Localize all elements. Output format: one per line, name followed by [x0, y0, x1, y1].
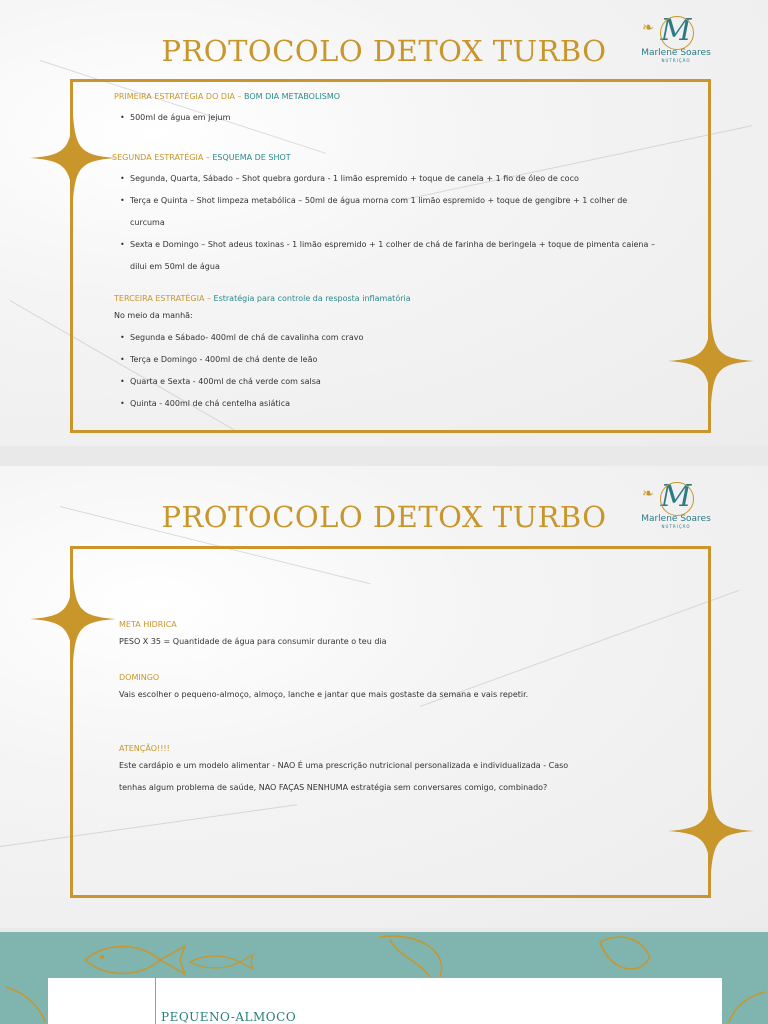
strategy-1-list — [114, 107, 659, 129]
list-item: • Segunda e Sábado- 400ml de chá de cavalinha com cravo — [114, 327, 659, 349]
sparkle-star-icon — [30, 115, 116, 201]
fish-doodle-icon — [80, 940, 190, 980]
card-divider — [155, 978, 156, 1024]
sparkle-star-icon — [668, 318, 754, 404]
slide-1-content — [114, 92, 659, 415]
slide-1 — [0, 0, 768, 446]
strategy-3-intro: No meio da manhã: — [114, 311, 193, 320]
sparkle-star-icon — [668, 788, 754, 874]
list-item: • Segunda, Quarta, Sábado – Shot quebra gordura - 1 limão espremido + toque de canela + 1 fio de óleo de coco — [114, 168, 659, 190]
strategy-3-list — [114, 327, 659, 415]
fish-small-doodle-icon — [185, 952, 255, 972]
list-item: • Sexta e Domingo – Shot adeus toxinas - 1 limão espremido + 1 colher de chá de farinha de beringela + toque de pimenta caiena – dilui em 50ml de água — [114, 234, 659, 278]
strategy-1-heading: PRIMEIRA ESTRATÉGIA DO DIA – BOM DIA METABOLISMO — [114, 92, 341, 101]
list-item: • Quinta - 400ml de chá centelha asiática — [114, 393, 659, 415]
domingo-heading: DOMINGO — [119, 673, 160, 682]
leaf-icon: ❧ — [642, 486, 654, 502]
strategy-2-heading: SEGUNDA ESTRATÉGIA – ESQUEMA DE SHOT — [112, 153, 291, 162]
shrimp-doodle-icon — [370, 932, 460, 982]
list-item: • 500ml de água em jejum — [114, 107, 659, 129]
meta-text: PESO X 35 = Quantidade de água para consumir durante o teu dia — [119, 637, 387, 646]
strategy-3-heading: TERCEIRA ESTRATÉGIA – Estratégia para controle da resposta inflamatória — [114, 294, 411, 303]
leaf-doodle-icon — [590, 932, 670, 982]
leaf-doodle-icon — [725, 987, 768, 1024]
page-title: PROTOCOLO DETOX TURBO — [161, 34, 607, 68]
meal-card — [48, 978, 722, 1024]
strategy-2-list — [114, 168, 659, 278]
slide-2 — [0, 466, 768, 928]
page-title: PROTOCOLO DETOX TURBO — [161, 500, 607, 534]
domingo-text: Vais escolher o pequeno-almoço, almoço, lanche e jantar que mais gostaste da semana e vais repetir. — [119, 690, 529, 699]
slide-2-content — [119, 620, 589, 799]
slide-3 — [0, 932, 768, 1024]
list-item: • Terça e Quinta – Shot limpeza metabólica – 50ml de água morna com 1 limão espremido + toque de gengibre + 1 colher de curcuma — [114, 190, 659, 234]
meta-heading: META HIDRICA — [119, 620, 177, 629]
atencao-heading: ATENÇÃO!!!! — [119, 744, 170, 753]
brand-logo: ❧ M Marlene Soares NUTRIÇÃO — [641, 13, 711, 63]
atencao-text: Este cardápio e um modelo alimentar - NAO É uma prescrição nutricional personalizada e individualizada - Caso tenhas algum problema de saúde, NAO FAÇAS NENHUMA estratégia sem conversares comigo, combinado? — [119, 761, 569, 792]
brand-logo: ❧ M Marlene Soares NUTRIÇÃO — [641, 479, 711, 529]
meal-title: PEQUENO-ALMOCO — [161, 1010, 297, 1024]
list-item: • Quarta e Sexta - 400ml de chá verde com salsa — [114, 371, 659, 393]
leaf-icon: ❧ — [642, 20, 654, 36]
leaf-doodle-icon — [0, 982, 50, 1024]
list-item: • Terça e Domingo - 400ml de chá dente de leão — [114, 349, 659, 371]
sparkle-star-icon — [30, 576, 116, 662]
